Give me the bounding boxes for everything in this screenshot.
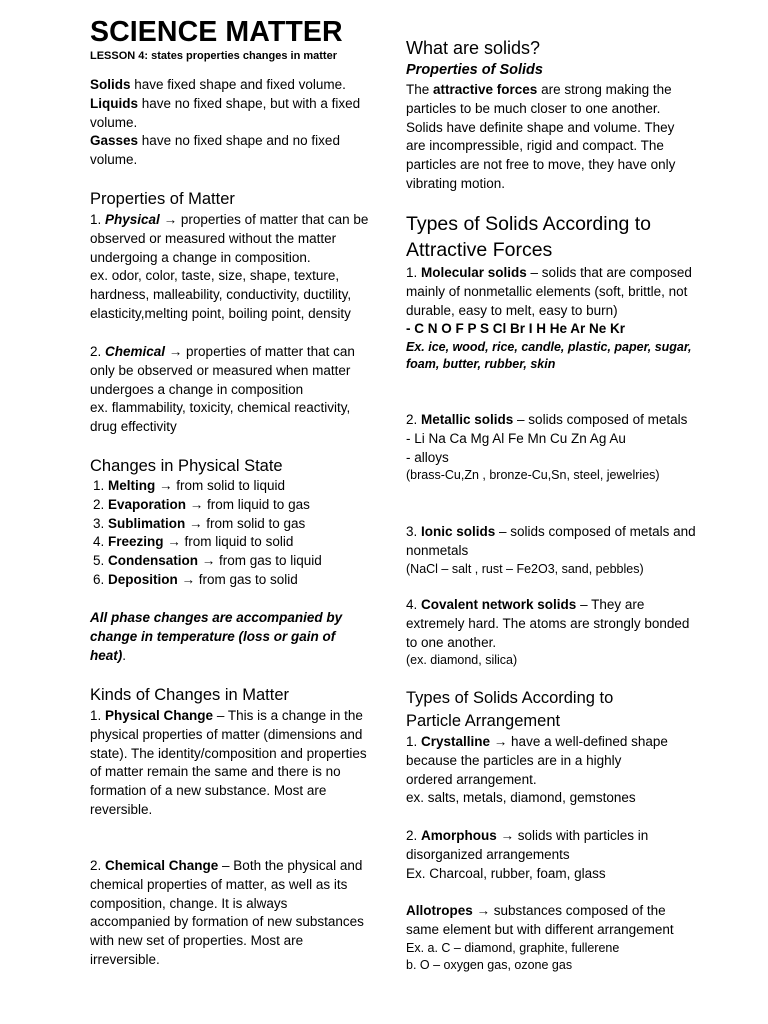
molecular-solids	[406, 264, 696, 373]
lesson-subtitle	[90, 49, 370, 63]
changes-heading: Changes in Physical State	[90, 457, 283, 475]
chemical-change	[90, 857, 370, 970]
amorphous	[406, 827, 696, 883]
note-end: .	[122, 647, 127, 663]
list-item: 6. Deposition → from gas to solid	[93, 571, 298, 587]
types-forces-heading: Types of Solids According to Attractive Forces	[406, 213, 651, 261]
term: Chemical Change	[105, 858, 219, 873]
definition-line: because the particles are in a highly	[406, 752, 622, 768]
definition: → properties of matter that can only be observed or measured when matter undergoes a change in composition	[90, 344, 355, 397]
list-number: 1.	[406, 265, 422, 280]
term: Metallic solids	[421, 412, 514, 427]
definition: have no fixed shape, but with a fixed volume.	[90, 95, 361, 130]
definition: – Both the physical and chemical properties of matter, as well as its composition, change. It is always accompanied by formation of new substances with new set of properties. Most are irreversible.	[90, 858, 364, 967]
definition: – solids composed of metals and nonmetals	[406, 524, 696, 558]
list-number: 1.	[90, 212, 106, 227]
term: Ionic solids	[421, 524, 496, 539]
definition: → properties of matter that can be observed or measured without the matter undergoing a change in composition.	[90, 212, 369, 265]
kinds-heading: Kinds of Changes in Matter	[90, 686, 290, 704]
elements: - Li Na Ca Mg Al Fe Mn Cu Zn Ag Au	[406, 430, 626, 446]
term: Solids	[90, 77, 131, 92]
term: Chemical	[105, 344, 166, 359]
liquids-definition	[90, 95, 370, 133]
solids-definition	[90, 76, 370, 95]
physical-change	[90, 707, 370, 820]
chemical-property	[90, 343, 370, 437]
physical-property	[90, 211, 370, 324]
gasses-definition	[90, 132, 370, 170]
list-item: 3. Sublimation → from solid to gas	[93, 515, 306, 531]
list-number: 2.	[406, 412, 422, 427]
solids-heading: What are solids?	[406, 38, 541, 58]
term: Amorphous	[421, 828, 497, 843]
term: Allotropes	[406, 903, 473, 918]
list-number: 2.	[90, 858, 106, 873]
phase-note	[90, 609, 370, 665]
example: Ex. a. C – diamond, graphite, fullerene	[406, 940, 620, 955]
page-title: SCIENCE MATTER	[90, 16, 343, 48]
term: Physical Change	[105, 708, 214, 723]
definition: – solids composed of metals	[513, 412, 688, 427]
ionic-solids	[406, 523, 696, 578]
definition: → have a well-defined shape	[490, 734, 668, 749]
example: (brass-Cu,Zn , bronze-Cu,Sn, steel, jewelries)	[406, 468, 660, 483]
text: are strong making the particles to be much closer to one another. Solids have definite shape and volume. They are incompressible, rigid and compact. The particles are not free to move, they have only vibrating motion.	[406, 82, 676, 191]
list-number: 4.	[406, 597, 422, 612]
definition: – solids that are composed mainly of nonmetallic elements (soft, brittle, not durable, easy to melt, easy to burn)	[406, 265, 692, 318]
list-number: 1.	[406, 734, 422, 749]
list-item: 2. Evaporation → from liquid to gas	[93, 496, 310, 512]
list-item: 5. Condensation → from gas to liquid	[93, 553, 322, 569]
text: The	[406, 82, 434, 97]
properties-subheading: Properties of Solids	[406, 62, 543, 78]
elements: - C N O F P S Cl Br I H He Ar Ne Kr	[406, 321, 626, 337]
term: Liquids	[90, 95, 138, 111]
list-number: 2.	[90, 344, 106, 359]
note-text: All phase changes are accompanied by change in temperature (loss or gain of heat)	[90, 610, 343, 663]
metallic-solids	[406, 411, 696, 484]
term: Gasses	[90, 133, 139, 149]
solids-properties	[406, 81, 696, 194]
definition: – They are extremely hard. The atoms are strongly bonded to one another.	[406, 597, 690, 650]
example: (NaCl – salt , rust – Fe2O3, sand, pebbles)	[406, 561, 644, 576]
definition: → substances composed of the same element but with different arrangement	[406, 903, 674, 937]
term: Crystalline	[421, 734, 491, 749]
properties-heading: Properties of Matter	[90, 190, 235, 208]
term: attractive forces	[433, 82, 538, 97]
example: Ex. ice, wood, rice, candle, plastic, paper, sugar, foam, butter, rubber, skin	[406, 340, 692, 372]
list-number: 1.	[90, 708, 106, 723]
term: Covalent network solids	[421, 597, 577, 612]
changes-list	[90, 477, 373, 590]
term: Physical	[105, 212, 160, 227]
list-number: 2.	[406, 828, 422, 843]
term: Molecular solids	[421, 265, 527, 280]
example: ex. odor, color, taste, size, shape, texture, hardness, malleability, conductivity, ductility, elasticity,melting point, boiling point, density	[90, 268, 352, 321]
example: ex. flammability, toxicity, chemical reactivity, drug effectivity	[90, 400, 351, 435]
list-item: 1. Melting → from solid to liquid	[93, 478, 286, 493]
definition: → solids with particles in disorganized arrangements	[406, 828, 649, 862]
alloys: - alloys	[406, 449, 449, 465]
lesson-label: LESSON 4:	[90, 50, 149, 62]
example: ex. salts, metals, diamond, gemstones	[406, 790, 636, 806]
example: Ex. Charcoal, rubber, foam, glass	[406, 865, 606, 881]
definition: have fixed shape and fixed volume.	[130, 77, 346, 92]
crystalline	[406, 733, 696, 808]
covalent-solids	[406, 596, 696, 669]
allotropes	[406, 902, 696, 974]
list-number: 3.	[406, 524, 422, 539]
definition: – This is a change in the physical properties of matter (dimensions and state). The identity/composition and properties of matter remain the same and there is no formation of a new substance. Most are reversible.	[90, 708, 367, 817]
list-item: 4. Freezing → from liquid to solid	[93, 534, 294, 550]
definition-line: ordered arrangement.	[406, 771, 537, 787]
example: b. O – oxygen gas, ozone gas	[406, 957, 573, 972]
example: (ex. diamond, silica)	[406, 653, 518, 668]
types-arrangement-heading: Types of Solids According to Particle Arrangement	[406, 689, 614, 730]
states-definitions	[90, 76, 370, 170]
definition: have no fixed shape and no fixed volume.	[90, 133, 340, 168]
lesson-topic: states properties changes in matter	[148, 50, 337, 62]
